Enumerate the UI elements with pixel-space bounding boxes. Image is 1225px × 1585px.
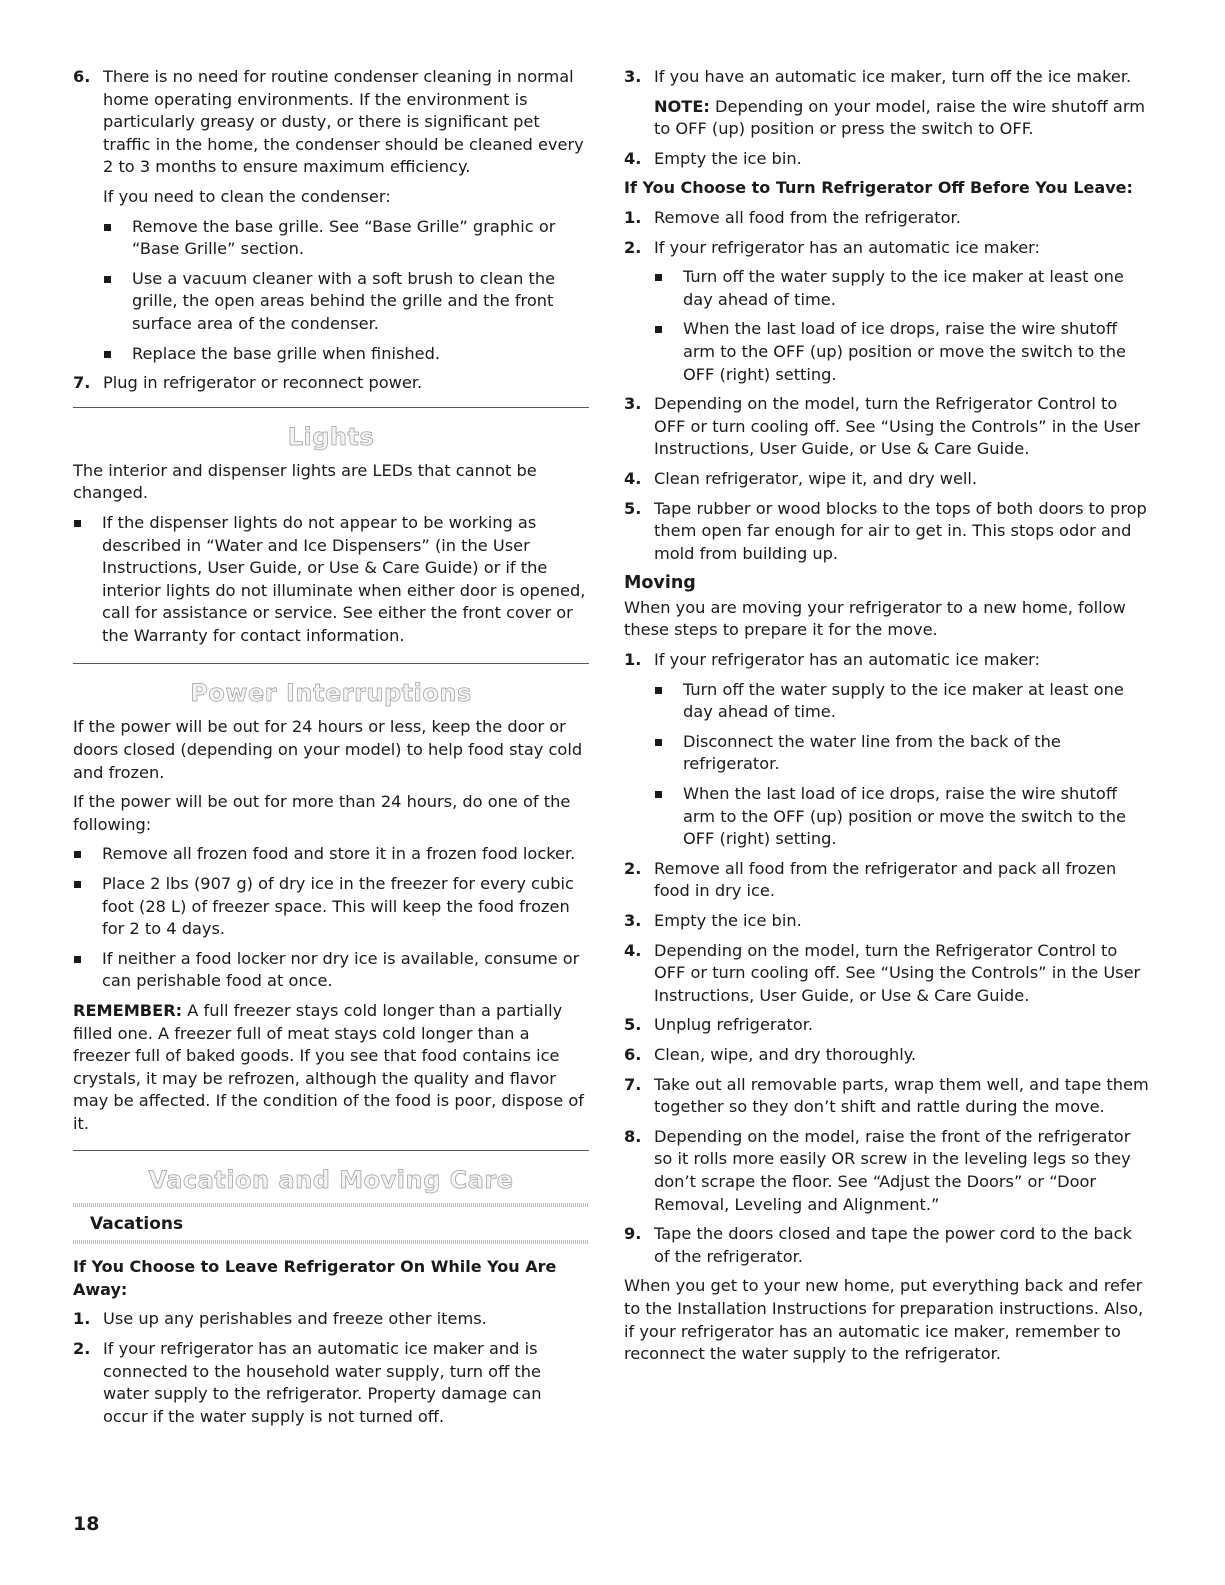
list-item: Replace the base grille when finished.: [103, 343, 589, 366]
step-4: [624, 940, 1152, 1008]
step-4: [624, 148, 1152, 171]
list-item: If the dispenser lights do not appear to be working as described in “Water and Ice Dispensers” (in the User Instructions, User Guide, or Use & Care Guide) or if the interior lights do not illuminate when either door is opened, call for assistance or service. See either the front cover or the Warranty for contact information.: [73, 512, 589, 648]
step-number: 1.: [624, 207, 642, 227]
step-5: [624, 1014, 1152, 1037]
lights-intro: The interior and dispenser lights are LEDs that cannot be changed.: [73, 460, 537, 503]
step-number: 6.: [73, 67, 91, 86]
list-item: Use a vacuum cleaner with a soft brush to clean the grille, the open areas behind the grille and the front surface area of the condenser.: [103, 268, 589, 336]
list-item: If neither a food locker nor dry ice is available, consume or can perishable food at once.: [73, 948, 589, 993]
step-9: [624, 1223, 1152, 1268]
step-number: 1.: [624, 650, 642, 670]
section-title-power: Power Interruptions: [190, 679, 472, 708]
section-title-vacation: Vacation and Moving Care: [148, 1165, 514, 1194]
step-2: [73, 1338, 589, 1428]
step-text: Depending on the model, turn the Refrigerator Control to OFF or turn cooling off. See “Using the Controls” in the User Instructions, User Guide, or Use & Care Guide.: [654, 940, 1141, 1005]
step-number: 6.: [624, 1044, 642, 1064]
list-item: Turn off the water supply to the ice maker at least one day ahead of time.: [654, 266, 1152, 311]
step-1: [73, 1308, 589, 1331]
list-item: Turn off the water supply to the ice maker at least one day ahead of time.: [654, 679, 1152, 724]
step-text: Take out all removable parts, wrap them well, and tape them together so they don’t shift and rattle during the move.: [654, 1074, 1149, 1117]
step-number: 5.: [624, 498, 642, 518]
moving-closing: When you get to your new home, put everything back and refer to the Installation Instructions for preparation instructions. Also, if your refrigerator has an automatic ice maker, remember to reconnect the water supply to the refrigerator.: [624, 1276, 1144, 1364]
list-item: When the last load of ice drops, raise the wire shutoff arm to the OFF (up) position or move the switch to the OFF (right) setting.: [654, 783, 1152, 851]
step-number: 3.: [624, 67, 642, 86]
step-text: There is no need for routine condenser cleaning in normal home operating environments. If the environment is particularly greasy or dusty, or there is significant pet traffic in the home, the condenser should be cleaned every 2 to 3 months to ensure maximum efficiency.: [103, 67, 584, 177]
condenser-intro: If you need to clean the condenser:: [103, 186, 391, 206]
step-3: [624, 910, 1152, 933]
step-text: Depending on the model, raise the front of the refrigerator so it rolls more easily OR screw in the leveling legs so they don’t scrape the floor. See “Adjust the Doors” or “Door Removal, Leveling and Alignment.”: [654, 1126, 1131, 1214]
step-text: If your refrigerator has an automatic ice maker:: [654, 237, 1040, 257]
step-text: Depending on the model, turn the Refrigerator Control to OFF or turn cooling off. See “Using the Controls” in the User Instructions, User Guide, or Use & Care Guide.: [654, 394, 1141, 459]
section-divider: [73, 407, 589, 408]
step-number: 7.: [624, 1074, 642, 1094]
step-text: Plug in refrigerator or reconnect power.: [103, 373, 423, 393]
step-number: 3.: [624, 911, 642, 930]
page-number: 18: [73, 1513, 100, 1535]
remember-text: A full freezer stays cold longer than a partially filled one. A freezer full of meat stays cold longer than a freezer full of baked goods. If you see that food contains ice crystals, it may be refrozen, although the quality and flavor may be affected. If the condition of the food is poor, dispose of it.: [73, 1001, 584, 1133]
step-number: 2.: [624, 237, 642, 257]
list-item: Disconnect the water line from the back of the refrigerator.: [654, 731, 1152, 776]
step-text: Remove all food from the refrigerator.: [654, 207, 961, 227]
turn-off-heading: If You Choose to Turn Refrigerator Off Before You Leave:: [624, 178, 1133, 198]
step-1: [624, 207, 1152, 230]
step-3: [624, 66, 1152, 89]
subsection-band: [73, 1240, 589, 1244]
remember-label: REMEMBER:: [73, 1001, 183, 1020]
step-7: [624, 1074, 1152, 1119]
step-2: [624, 858, 1152, 903]
step-text: Tape rubber or wood blocks to the tops of both doors to prop them open far enough for air to get in. This stops odor and mold from building up.: [654, 498, 1147, 563]
remember-paragraph: [73, 1000, 589, 1136]
moving-heading: Moving: [624, 573, 696, 594]
step-7: [73, 372, 589, 395]
step-5: [624, 498, 1152, 566]
step-6: [624, 1044, 1152, 1067]
subsection-title-vacations: Vacations: [90, 1213, 184, 1234]
ice-maker-bullets: [654, 266, 1152, 386]
step-number: 2.: [624, 858, 642, 878]
left-column: [73, 66, 589, 1435]
step-text: Empty the ice bin.: [654, 911, 802, 930]
step-text: If your refrigerator has an automatic ice maker:: [654, 650, 1040, 670]
step-text: If you have an automatic ice maker, turn off the ice maker.: [654, 67, 1132, 86]
step-text: Clean, wipe, and dry thoroughly.: [654, 1044, 917, 1064]
step-number: 4.: [624, 468, 642, 488]
step-8: [624, 1126, 1152, 1216]
step-text: Empty the ice bin.: [654, 148, 802, 168]
moving-bullets: [654, 679, 1152, 851]
section-title-lights: Lights: [287, 422, 375, 451]
step-text: Remove all food from the refrigerator and pack all frozen food in dry ice.: [654, 858, 1117, 901]
step-4: [624, 468, 1152, 491]
step-text: Unplug refrigerator.: [654, 1015, 814, 1035]
note-paragraph: [624, 96, 1152, 141]
step-number: 7.: [73, 373, 91, 393]
note-label: NOTE:: [654, 96, 710, 116]
step-2: [624, 237, 1152, 260]
step-number: 4.: [624, 148, 642, 168]
step-number: 5.: [624, 1015, 642, 1035]
section-divider: [73, 663, 589, 664]
step-number: 2.: [73, 1338, 91, 1358]
step-3: [624, 393, 1152, 461]
power-paragraph-2: If the power will be out for more than 24 hours, do one of the following:: [73, 792, 571, 834]
step-text: Use up any perishables and freeze other items.: [103, 1309, 487, 1329]
step-text: Clean refrigerator, wipe it, and dry well.: [654, 468, 978, 488]
list-item: Place 2 lbs (907 g) of dry ice in the freezer for every cubic foot (28 L) of freezer space. This will keep the food frozen for 2 to 4 days.: [73, 873, 589, 941]
step-number: 8.: [624, 1126, 642, 1146]
step-text: Tape the doors closed and tape the power cord to the back of the refrigerator.: [654, 1224, 1132, 1266]
section-divider: [73, 1150, 589, 1151]
condenser-bullets: [103, 216, 589, 366]
list-item: Remove the base grille. See “Base Grille” graphic or “Base Grille” section.: [103, 216, 589, 261]
right-column: [624, 66, 1152, 1373]
step-number: 4.: [624, 940, 642, 960]
list-item: When the last load of ice drops, raise the wire shutoff arm to the OFF (up) position or move the switch to the OFF (right) setting.: [654, 318, 1152, 386]
step-1: [624, 649, 1152, 672]
list-item: Remove all frozen food and store it in a frozen food locker.: [73, 843, 589, 866]
step-number: 1.: [73, 1309, 91, 1329]
note-text: Depending on your model, raise the wire shutoff arm to OFF (up) position or press the switch to OFF.: [654, 96, 1145, 139]
moving-intro: When you are moving your refrigerator to a new home, follow these steps to prepare it for the move.: [624, 597, 1126, 640]
leave-on-heading: If You Choose to Leave Refrigerator On While You Are Away:: [73, 1257, 557, 1299]
step-number: 9.: [624, 1224, 642, 1244]
power-paragraph-1: If the power will be out for 24 hours or less, keep the door or doors closed (depending on your model) to help food stay cold and frozen.: [73, 717, 583, 782]
step-text: If your refrigerator has an automatic ice maker and is connected to the household water supply, turn off the water supply to the refrigerator. Property damage can occur if the water supply is not turned off.: [103, 1338, 542, 1426]
step-6: [73, 66, 589, 179]
step-number: 3.: [624, 394, 642, 414]
